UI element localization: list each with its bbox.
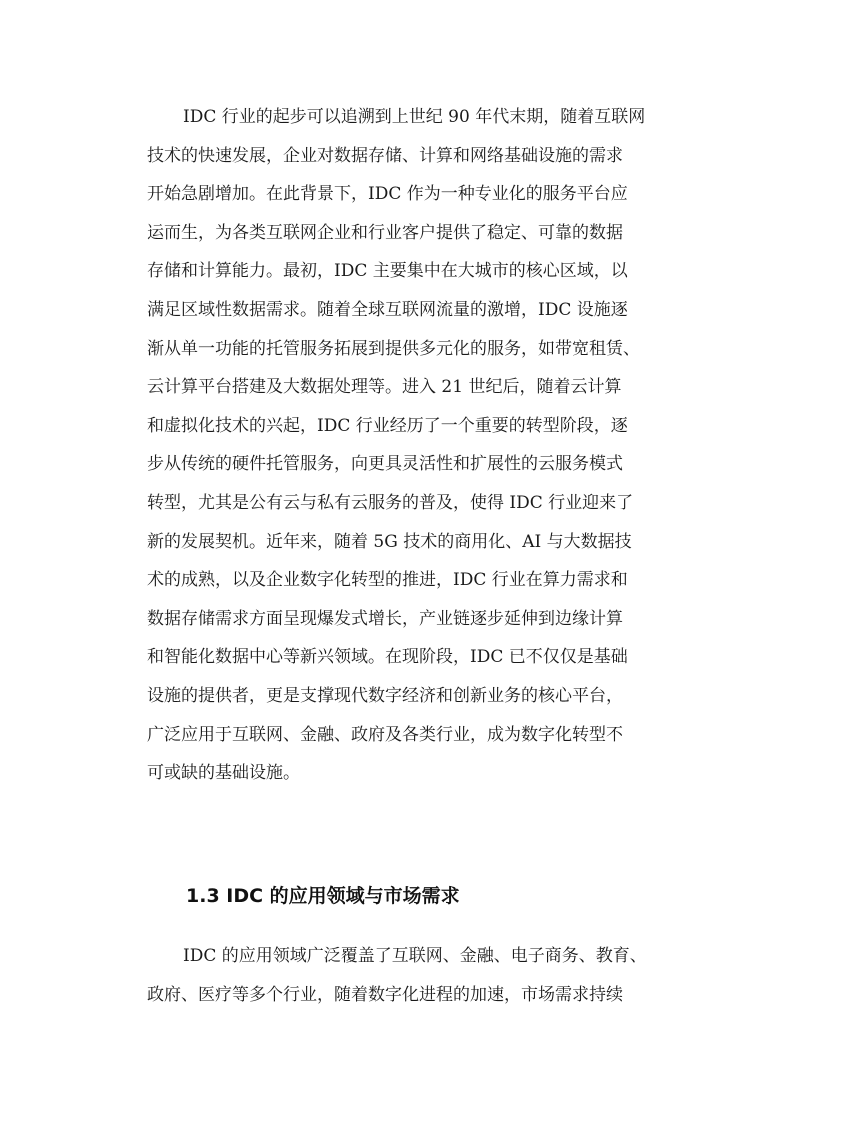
text-line: 存储和计算能力。最初，IDC 主要集中在大城市的核心区域，以: [147, 261, 628, 282]
text-line: 渐从单一功能的托管服务拓展到提供多元化的服务，如带宽租赁、: [147, 338, 640, 359]
paragraph-idc-history: [147, 98, 707, 793]
text-line: 可或缺的基础设施。: [147, 763, 300, 784]
paragraph-idc-applications: [147, 937, 707, 1014]
text-line: 和虚拟化技术的兴起，IDC 行业经历了一个重要的转型阶段，逐: [147, 415, 628, 436]
text-line: 步从传统的硬件托管服务，向更具灵活性和扩展性的云服务模式: [147, 454, 623, 475]
text-line: 开始急剧增加。在此背景下，IDC 作为一种专业化的服务平台应: [147, 184, 628, 205]
text-line: 技术的快速发展，企业对数据存储、计算和网络基础设施的需求: [147, 145, 623, 166]
text-line: 设施的提供者，更是支撑现代数字经济和创新业务的核心平台，: [147, 685, 623, 706]
text-line: 广泛应用于互联网、金融、政府及各类行业，成为数字化转型不: [147, 724, 623, 745]
text-line: 和智能化数据中心等新兴领域。在现阶段，IDC 已不仅仅是基础: [147, 647, 628, 668]
text-line: 新的发展契机。近年来，随着 5G 技术的商用化、AI 与大数据技: [147, 531, 632, 552]
text-line: IDC 行业的起步可以追溯到上世纪 90 年代末期，随着互联网: [183, 107, 646, 127]
text-line: 数据存储需求方面呈现爆发式增长，产业链逐步延伸到边缘计算: [147, 608, 623, 629]
text-line: IDC 的应用领域广泛覆盖了互联网、金融、电子商务、教育、: [183, 946, 647, 966]
section-heading: 1.3 IDC 的应用领域与市场需求: [186, 885, 460, 907]
text-line: 政府、医疗等多个行业，随着数字化进程的加速，市场需求持续: [147, 984, 623, 1005]
text-line: 术的成熟，以及企业数字化转型的推进，IDC 行业在算力需求和: [147, 570, 628, 591]
text-line: 运而生，为各类互联网企业和行业客户提供了稳定、可靠的数据: [147, 222, 623, 243]
text-line: 满足区域性数据需求。随着全球互联网流量的激增，IDC 设施逐: [147, 299, 628, 320]
text-line: 云计算平台搭建及大数据处理等。进入 21 世纪后，随着云计算: [147, 377, 622, 398]
text-line: 转型，尤其是公有云与私有云服务的普及，使得 IDC 行业迎来了: [147, 492, 634, 513]
